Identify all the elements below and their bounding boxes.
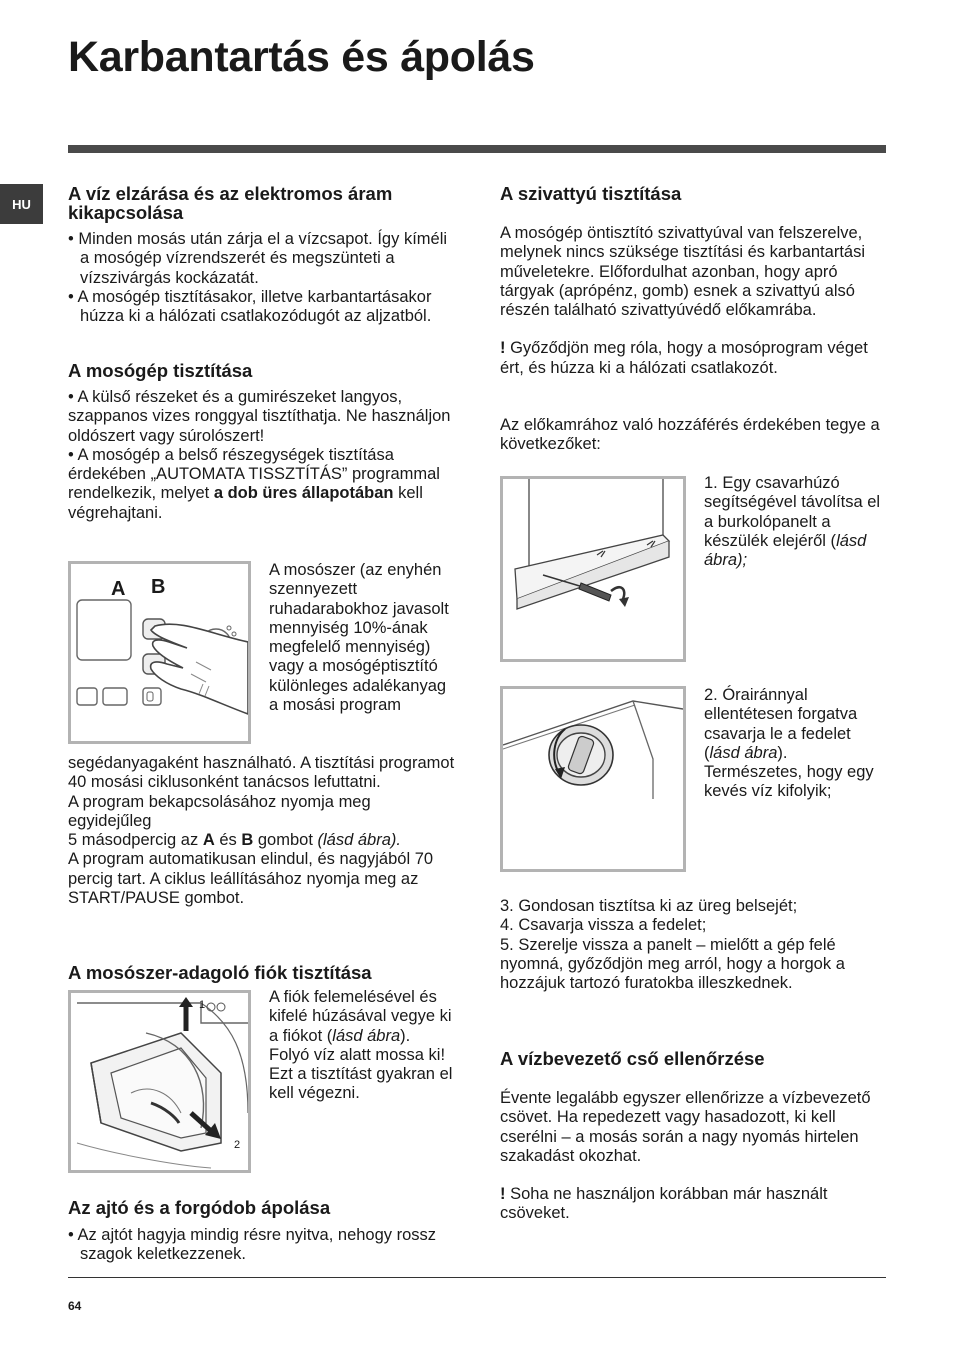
footer-rule [68,1277,886,1278]
page-title: Karbantartás és ápolás [68,33,535,81]
step-item: 2. Órairánnyal ellentétesen forgatva csavarja le a fedelet (lásd ábra). Természetes, hogy egy kevés víz kifolyik; [704,686,874,801]
paragraph: Az előkamrához való hozzáférés érdekében tegye a következőket: [500,416,880,454]
bullet-item: • A külső részeket és a gumirészeket langyos, szappanos vizes ronggyal tisztíthatja. Ne használjon oldószert vagy súrolószert! [68,388,451,445]
paragraph: Folyó víz alatt mossa ki! Ezt a tisztítást gyakran el kell végezni. [269,1045,453,1103]
section-inlet-hose [500,1049,886,1224]
control-panel-figure [68,561,251,744]
paragraph: A mosógép öntisztító szivattyúval van felszerelve, melynek nincs szüksége tisztítási és karbantartási műveletekre. Előfordulhat azonban, hogy apró tárgyak (aprópénz, gomb) esnek a szivattyú alsó részén található szivattyúvédő előkamrába. [500,224,865,320]
warning: ! Győződjön meg róla, hogy a mosóprogram véget ért, és húzza ki a hálózati csatlakozót. [500,339,868,377]
paragraph: A program automatikusan elindul, és nagyjából 70 percig tart. A ciklus leállításához nyomja meg az START/PAUSE gombot. [68,850,434,908]
paragraph: A program bekapcsolásához nyomja meg egyidejűleg [68,792,371,830]
warning: ! Soha ne használjon korábban már használt csöveket. [500,1185,828,1223]
bullet-item: • Minden mosás után zárja el a vízcsapot. Így kíméli a mosógép vízrendszerét és megszünteti a vízszivárgás kockázatát. [68,230,448,287]
drawer-illustration [71,993,248,1170]
page-number: 64 [68,1299,82,1313]
section-heading: A mosószer-adagoló fiók tisztítása [68,962,372,983]
section-door-drum [68,1198,458,1265]
section-heading: A vízbevezető cső ellenőrzése [500,1048,765,1069]
step-item: 5. Szerelje vissza a panelt – mielőtt a gép felé nyomná, győződjön meg arról, hogy a horgok a hozzájuk tartozó furatokba illeszkednek. [500,935,845,993]
section-heading: Az ajtó és a forgódob ápolása [68,1197,331,1218]
section-heading: A víz elzárása és az elektromos áram kikapcsolása [68,183,393,223]
language-tab: HU [0,184,43,224]
paragraph: A fiók felemelésével és kifelé húzásával vegye ki a fiókot (lásd ábra). [269,988,452,1045]
step-item: 4. Csavarja vissza a fedelet; [500,916,707,935]
paragraph: Évente legalább egyszer ellenőrizze a vízbevezető csövet. Ha repedezett vagy hasadozott, ki kell cserélni – a mosás során a nagy nyomás hirtelen szakadást okozhat. [500,1089,871,1165]
cover-illustration [503,689,683,869]
section-machine-cleaning [68,361,458,523]
program-text [68,754,458,908]
figure-label-b: B [151,576,166,598]
step-2-text [704,686,886,802]
step-item: 3. Gondosan tisztítsa ki az üreg belsejét; [500,897,798,915]
figure-step-2: 2 [234,1139,241,1151]
detergent-side-text [269,561,459,715]
step-1-text [704,474,886,570]
section-heading: A szivattyú tisztítása [500,183,682,204]
bullet-item: • A mosógép tisztításakor, illetve karbantartásakor húzza ki a hálózati csatlakozódugót az aljzatból. [68,287,432,326]
bullet-item: • Az ajtót hagyja mindig résre nyitva, nehogy rossz szagok keletkezzenek. [68,1226,437,1264]
figure-label-a: A [111,578,126,600]
figure-step-1: 1 [199,999,206,1011]
paragraph: segédanyagaként használható. A tisztítási programot 40 mosási ciklusonként tanácsos lefuttatni. [68,754,455,792]
bullet-item: • A mosógép a belső részegységek tisztítása érdekében „AUTOMATA TISSZTÍTÁS” programmal rendelkezik, melyet a dob üres állapotában kell végrehajtani. [68,445,440,522]
panel-illustration [503,479,683,659]
paragraph: A mosószer (az enyhén szennyezett ruhadarabokhoz javasolt mennyiség 10%-ának megfelelő mennyiség) vagy a mosógéptisztító különleges adalékanyag a mosási program [269,561,449,715]
drawer-side-text [269,988,459,1104]
filter-cover-figure [500,686,686,872]
section-heading: A mosógép tisztításа [68,360,253,381]
drawer-figure [68,990,251,1173]
title-rule [68,145,886,153]
steps-list [500,897,886,993]
section-water-power [68,184,458,326]
panel-removal-figure [500,476,686,662]
step-item: 1. Egy csavarhúzó segítségével távolítsa el a burkolópanelt a készülék elejéről (lásd ábra); [704,474,881,570]
section-pump [500,184,886,455]
section-drawer [68,963,468,982]
paragraph: 5 másodpercig az A és B gombot (lásd ábra). [68,831,401,850]
